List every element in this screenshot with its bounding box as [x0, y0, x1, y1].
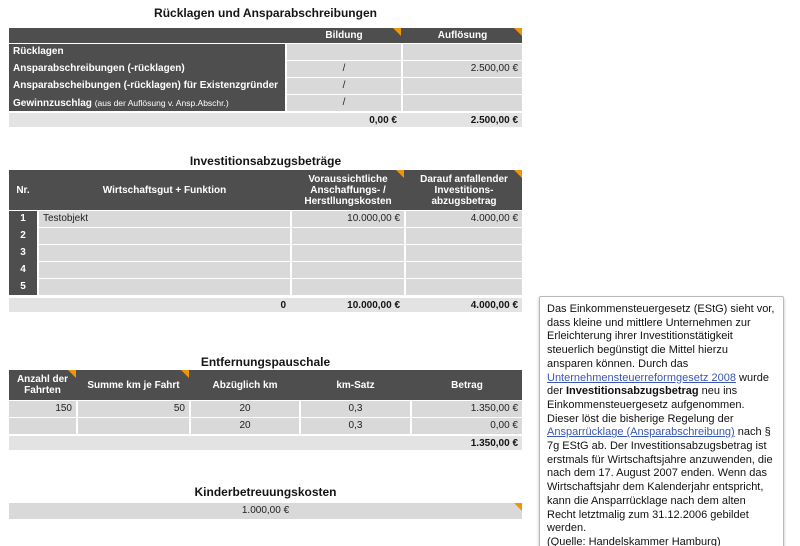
cell-kosten-r3[interactable]	[292, 262, 404, 278]
comment-marker-icon[interactable]	[514, 28, 522, 36]
cell-satz-r0[interactable]: 0,3	[301, 401, 410, 417]
cell-betrag-r1[interactable]: 0,00 €	[412, 418, 522, 434]
cell-betrag-r2[interactable]	[406, 245, 522, 261]
note-text	[547, 303, 776, 546]
row-number: 1	[9, 211, 37, 227]
column-header-summe	[78, 370, 189, 400]
column-header-kmsatz: km-Satz	[336, 379, 375, 391]
total-gut: 0	[280, 299, 286, 311]
column-header-abzugsbetrag-label: Darauf anfallender Investitions- abzugsbetrag	[420, 173, 508, 207]
total-row-ruecklagen	[9, 113, 522, 127]
column-header-abzueglich: Abzüglich km	[212, 379, 278, 391]
table-header-ruecklagen	[9, 28, 522, 43]
note-plain-text: neu ins Einkommensteuergesetz aufgenommen. Dieser löst die bisherige Regelung der	[547, 385, 745, 425]
cell-aufloesung-r0[interactable]	[403, 44, 522, 60]
cell-bildung-r0[interactable]	[287, 44, 401, 60]
column-header-wirtschaftsgut: Wirtschaftsgut + Funktion	[102, 184, 227, 196]
cell-bildung-r1[interactable]: /	[287, 61, 401, 77]
column-header-aufloesung	[403, 28, 522, 43]
column-header-kosten	[292, 170, 404, 210]
row-label-gewinnzuschlag: Gewinnzuschlag (aus der Auflösung v. Ansp.Abschr.)	[9, 95, 285, 111]
cell-kosten-r2[interactable]	[292, 245, 404, 261]
cell-gut-r2[interactable]	[39, 245, 290, 261]
table-body-investition	[9, 211, 522, 295]
column-header-betrag: Betrag	[451, 379, 483, 391]
comment-marker-icon[interactable]	[396, 170, 404, 178]
cell-kosten-r1[interactable]	[292, 228, 404, 244]
cell-bildung-r3[interactable]: /	[287, 95, 401, 111]
cell-gut-r1[interactable]	[39, 228, 290, 244]
row-number: 2	[9, 228, 37, 244]
row-label-existenzgruender: Ansparabscheibungen (-rücklagen) für Existenzgründer	[9, 78, 285, 94]
total-row-investition	[9, 298, 522, 312]
table-title-kinder: Kinderbetreuungskosten	[194, 485, 337, 499]
column-header-aufloesung-label: Auflösung	[437, 30, 488, 41]
comment-marker-icon[interactable]	[514, 170, 522, 178]
cell-betrag-r4[interactable]	[406, 279, 522, 295]
cell-aufloesung-r2[interactable]	[403, 78, 522, 94]
table-title-investition: Investitionsabzugsbeträge	[189, 154, 342, 168]
table-title-ruecklagen: Rücklagen und Ansparabschreibungen	[154, 6, 377, 20]
note-plain-text: (Quelle: Handelskammer Hamburg)	[547, 535, 721, 546]
note-plain-text: wurde der	[547, 371, 769, 398]
cell-betrag-r0[interactable]: 4.000,00 €	[406, 211, 522, 227]
cell-aufloesung-r3[interactable]	[403, 95, 522, 111]
cell-gut-r4[interactable]	[39, 279, 290, 295]
total-aufloesung: 2.500,00 €	[470, 114, 518, 126]
total-row-entfernung	[9, 436, 522, 450]
table-title-entfernung: Entfernungspauschale	[200, 355, 331, 369]
cell-betrag-r3[interactable]	[406, 262, 522, 278]
column-header-fahrten-label: Anzahl der Fahrten	[16, 374, 69, 396]
table-header-investition	[9, 170, 522, 210]
cell-gut-r0[interactable]: Testobjekt	[39, 211, 290, 227]
row-label-gewinnzuschlag-note: (aus der Auflösung v. Ansp.Abschr.)	[94, 98, 229, 108]
table-body-ruecklagen	[9, 44, 522, 111]
column-header-bildung-label: Bildung	[325, 30, 363, 41]
column-header-abzugsbetrag	[406, 170, 522, 210]
note-plain-text: Das Einkommensteuergesetz (EStG) sieht vor, dass kleine und mittlere Unternehmen zur Erleichterung ihrer Investitionstätigkeit steuerlich begünstigt die Mittel hierzu ansparen können. Durch das	[547, 303, 775, 370]
cell-fahrten-r1[interactable]	[9, 418, 76, 434]
row-label-ansparabschreibungen: Ansparabschreibungen (-rücklagen)	[9, 61, 285, 77]
cell-gut-r3[interactable]	[39, 262, 290, 278]
note-link[interactable]: Ansparrücklage (Ansparabschreibung)	[547, 426, 735, 439]
row-label-ruecklagen: Rücklagen	[9, 44, 285, 60]
note-bold-text: Investitionsabzugsbetrag	[565, 385, 699, 398]
table-body-entfernung	[9, 401, 522, 434]
row-number: 4	[9, 262, 37, 278]
row-number: 3	[9, 245, 37, 261]
cell-satz-r1[interactable]: 0,3	[301, 418, 410, 434]
cell-kosten-r0[interactable]: 10.000,00 €	[292, 211, 404, 227]
cell-bildung-r2[interactable]: /	[287, 78, 401, 94]
cell-betrag-r1[interactable]	[406, 228, 522, 244]
cell-abzueglich-r0[interactable]: 20	[191, 401, 299, 417]
row-number: 5	[9, 279, 37, 295]
kinder-value: 1.000,00 €	[241, 505, 290, 516]
total-betrag: 4.000,00 €	[470, 299, 518, 311]
column-header-fahrten	[9, 370, 76, 400]
cell-summe-r0[interactable]: 50	[78, 401, 189, 417]
cell-betrag-r0[interactable]: 1.350,00 €	[412, 401, 522, 417]
total-kosten: 10.000,00 €	[347, 299, 400, 311]
cell-abzueglich-r1[interactable]: 20	[191, 418, 299, 434]
cell-fahrten-r0[interactable]: 150	[9, 401, 76, 417]
note-link[interactable]: Unternehmensteuerreformgesetz 2008	[547, 371, 736, 384]
header-empty-cell	[9, 28, 285, 43]
comment-marker-icon[interactable]	[68, 370, 76, 378]
total-bildung: 0,00 €	[369, 114, 397, 126]
table-header-entfernung	[9, 370, 522, 400]
comment-marker-icon[interactable]	[393, 28, 401, 36]
cell-summe-r1[interactable]	[78, 418, 189, 434]
cell-aufloesung-r1[interactable]: 2.500,00 €	[403, 61, 522, 77]
kinder-value-bar[interactable]	[9, 503, 522, 519]
comment-marker-icon[interactable]	[514, 503, 522, 511]
column-header-bildung	[287, 28, 401, 43]
comment-note-panel	[539, 296, 784, 546]
cell-kosten-r4[interactable]	[292, 279, 404, 295]
column-header-summe-label: Summe km je Fahrt	[87, 379, 180, 391]
column-header-kosten-label: Voraussichtliche Anschaffungs- / Herstllungskosten	[304, 173, 392, 207]
total-betrag: 1.350,00 €	[470, 437, 518, 449]
note-plain-text: nach § 7g EStG ab. Der Investitionsabzugsbetrag ist erstmals für Wirtschaftsjahre anzuwenden, die nach dem 17. August 2007 enden. Wenn das Wirtschaftsjahr dem Kalenderjahr entspricht, kann die Ansparrücklage nach dem alten Recht letztmalig zum 31.12.2006 gebildet werden.	[547, 426, 773, 535]
comment-marker-icon[interactable]	[181, 370, 189, 378]
column-header-nr: Nr.	[16, 184, 30, 196]
